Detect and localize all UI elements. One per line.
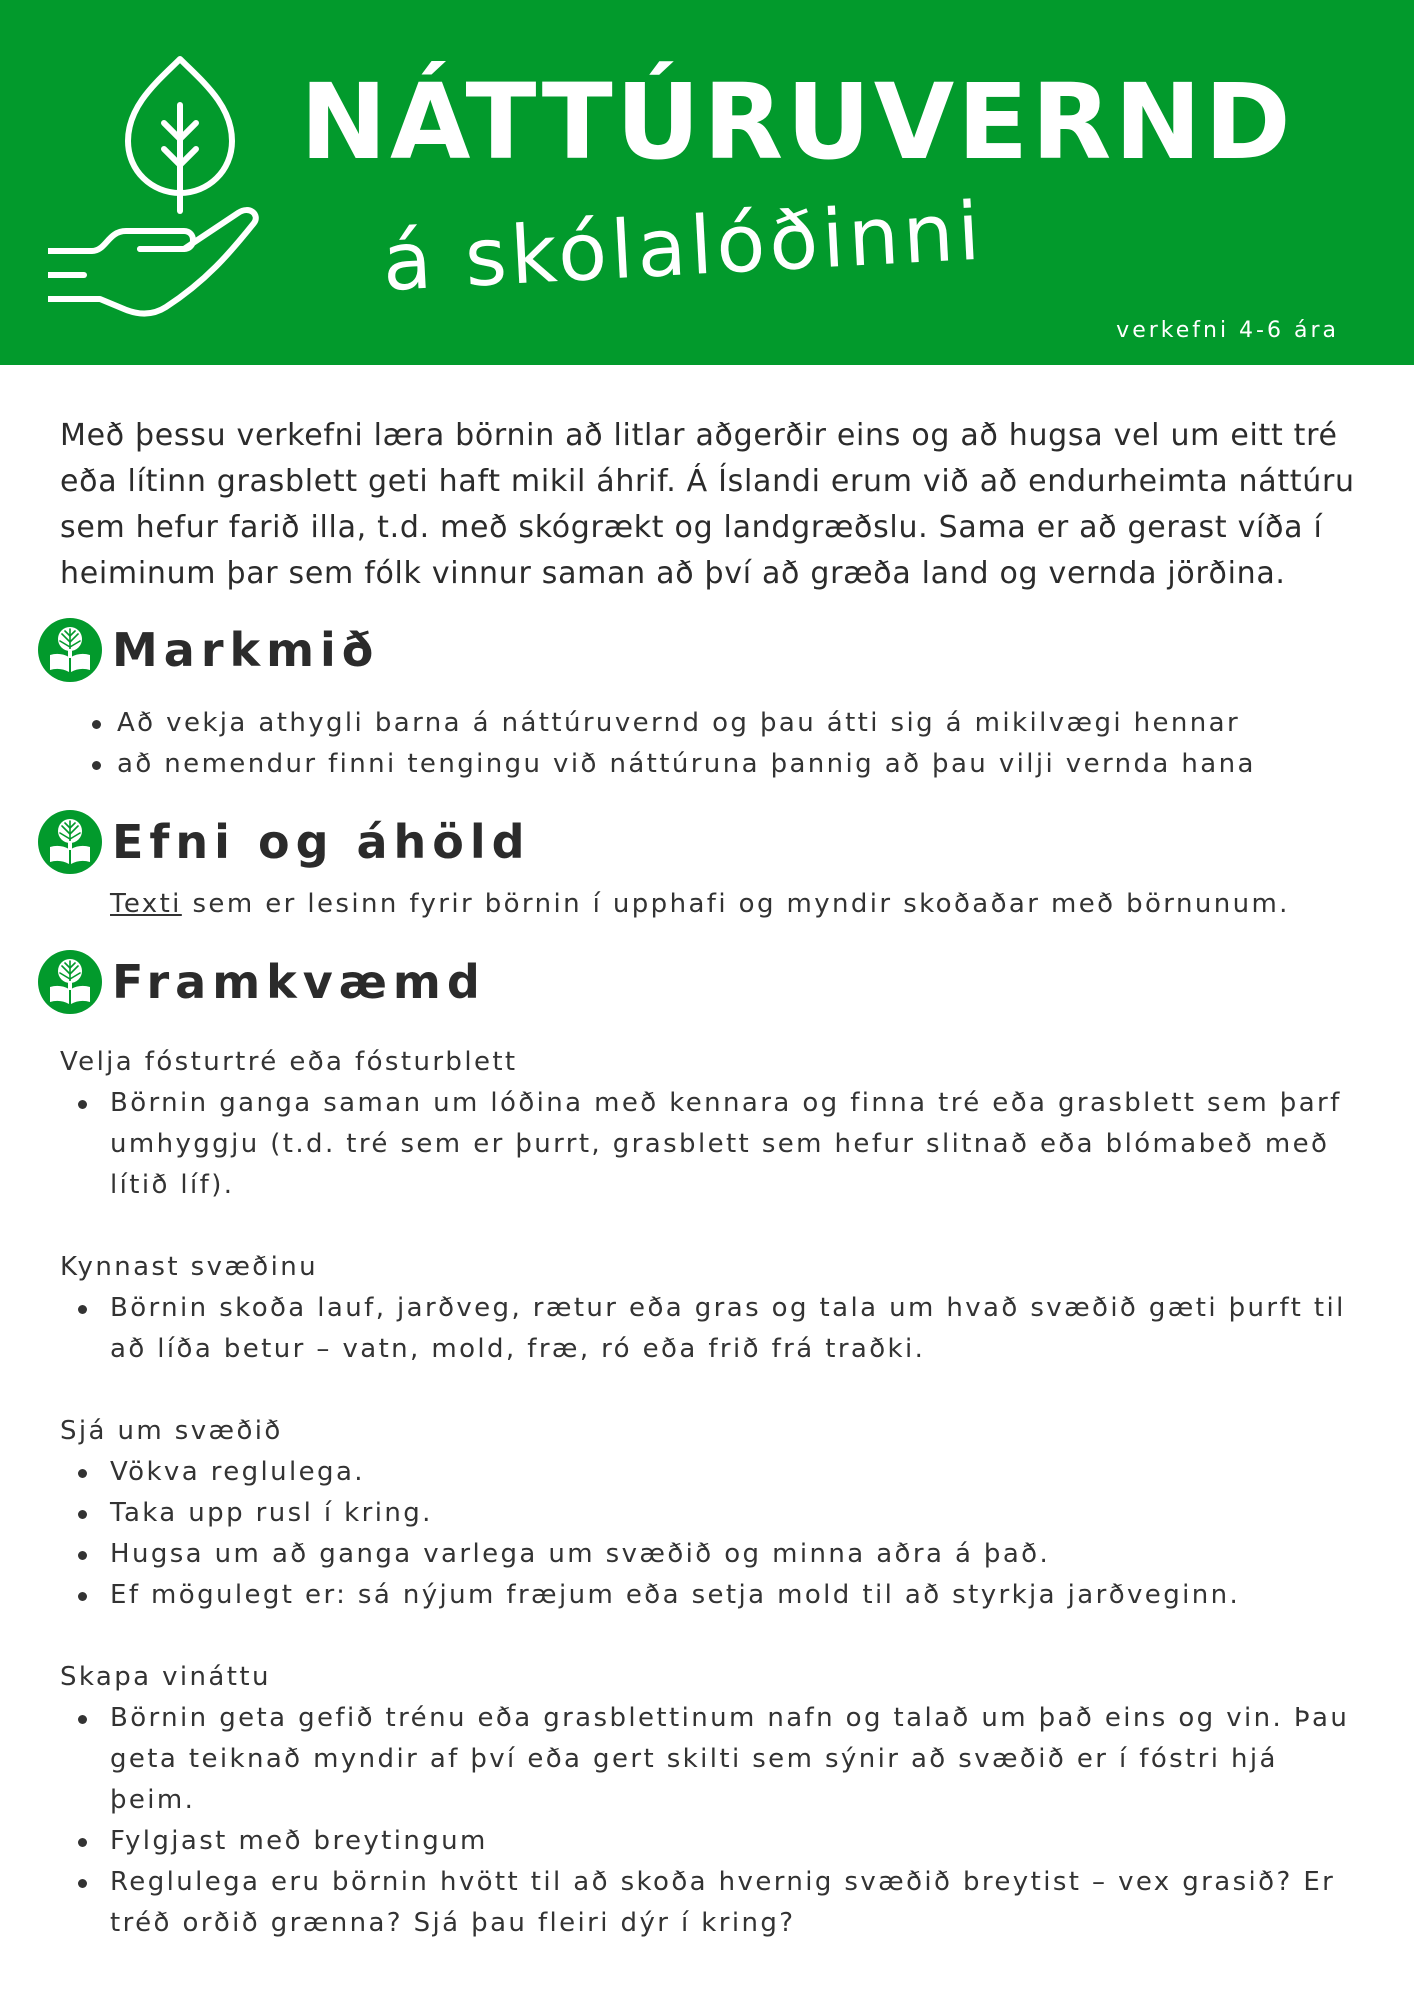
list-item: að nemendur finni tengingu við náttúruna þannig að þau vilji vernda hana — [68, 744, 1368, 785]
step-title: Skapa vináttu — [60, 1662, 271, 1692]
page-subtitle: á skólalóðinni — [380, 184, 987, 309]
step-list — [60, 1083, 1360, 1206]
page-header — [0, 0, 1414, 365]
section-title-procedure: Framkvæmd — [112, 955, 486, 1009]
list-item: Taka upp rusl í kring. — [60, 1493, 1360, 1534]
list-item: Börnin geta gefið trénu eða grasblettinum nafn og talað um það eins og vin. Þau geta teiknað myndir af því eða gert skilti sem sýnir að svæðið er í fóstri hjá þeim. — [60, 1698, 1360, 1821]
section-header-procedure — [38, 950, 486, 1014]
goals-list — [68, 703, 1368, 785]
tree-book-icon — [38, 810, 102, 874]
list-item: Vökva reglulega. — [60, 1452, 1360, 1493]
step — [60, 1042, 1360, 1206]
list-item: Fylgjast með breytingum — [60, 1821, 1360, 1862]
text-link[interactable]: Texti — [110, 889, 182, 919]
materials-description: sem er lesinn fyrir börnin í upphafi og myndir skoðaðar með börnunum. — [181, 889, 1290, 919]
materials-text — [110, 884, 1290, 924]
step-list — [60, 1698, 1360, 1944]
age-tag: verkefni 4-6 ára — [1116, 318, 1339, 343]
section-title-materials: Efni og áhöld — [112, 815, 531, 869]
step-title: Sjá um svæðið — [60, 1416, 283, 1446]
tree-book-icon — [38, 618, 102, 682]
page-title: NÁTTÚRUVERND — [300, 61, 1294, 183]
section-header-goals — [38, 618, 379, 682]
step — [60, 1657, 1360, 1944]
list-item: Að vekja athygli barna á náttúruvernd og þau átti sig á mikilvægi hennar — [68, 703, 1368, 744]
intro-paragraph: Með þessu verkefni læra börnin að litlar aðgerðir eins og að hugsa vel um eitt tré eða lítinn grasblett geti haft mikil áhrif. Á Íslandi erum við að endurheimta náttúru sem hefur farið illa, t.d. með skógrækt og landgræðslu. Sama er að gerast víða í heiminum þar sem fólk vinnur saman að því að græða land og vernda jörðina. — [60, 418, 1355, 591]
step-title: Velja fósturtré eða fósturblett — [60, 1047, 518, 1077]
list-item: Ef mögulegt er: sá nýjum fræjum eða setja mold til að styrkja jarðveginn. — [60, 1575, 1360, 1616]
step-list — [60, 1288, 1360, 1370]
step — [60, 1411, 1360, 1616]
list-item: Hugsa um að ganga varlega um svæðið og minna aðra á það. — [60, 1534, 1360, 1575]
list-item: Börnin skoða lauf, jarðveg, rætur eða gras og tala um hvað svæðið gæti þurft til að líða betur – vatn, mold, fræ, ró eða frið frá traðki. — [60, 1288, 1360, 1370]
step-list — [60, 1452, 1360, 1616]
tree-book-icon — [38, 950, 102, 1014]
leaf-in-hand-icon — [48, 55, 316, 317]
step — [60, 1247, 1360, 1370]
list-item: Börnin ganga saman um lóðina með kennara og finna tré eða grasblett sem þarf umhyggju (t.d. tré sem er þurrt, grasblett sem hefur slitnað eða blómabeð með lítið líf). — [60, 1083, 1360, 1206]
procedure-steps — [60, 1042, 1360, 1985]
step-title: Kynnast svæðinu — [60, 1252, 318, 1282]
section-header-materials — [38, 810, 531, 874]
list-item: Reglulega eru börnin hvött til að skoða hvernig svæðið breytist – vex grasið? Er tréð orðið grænna? Sjá þau fleiri dýr í kring? — [60, 1862, 1360, 1944]
section-title-goals: Markmið — [112, 623, 380, 677]
